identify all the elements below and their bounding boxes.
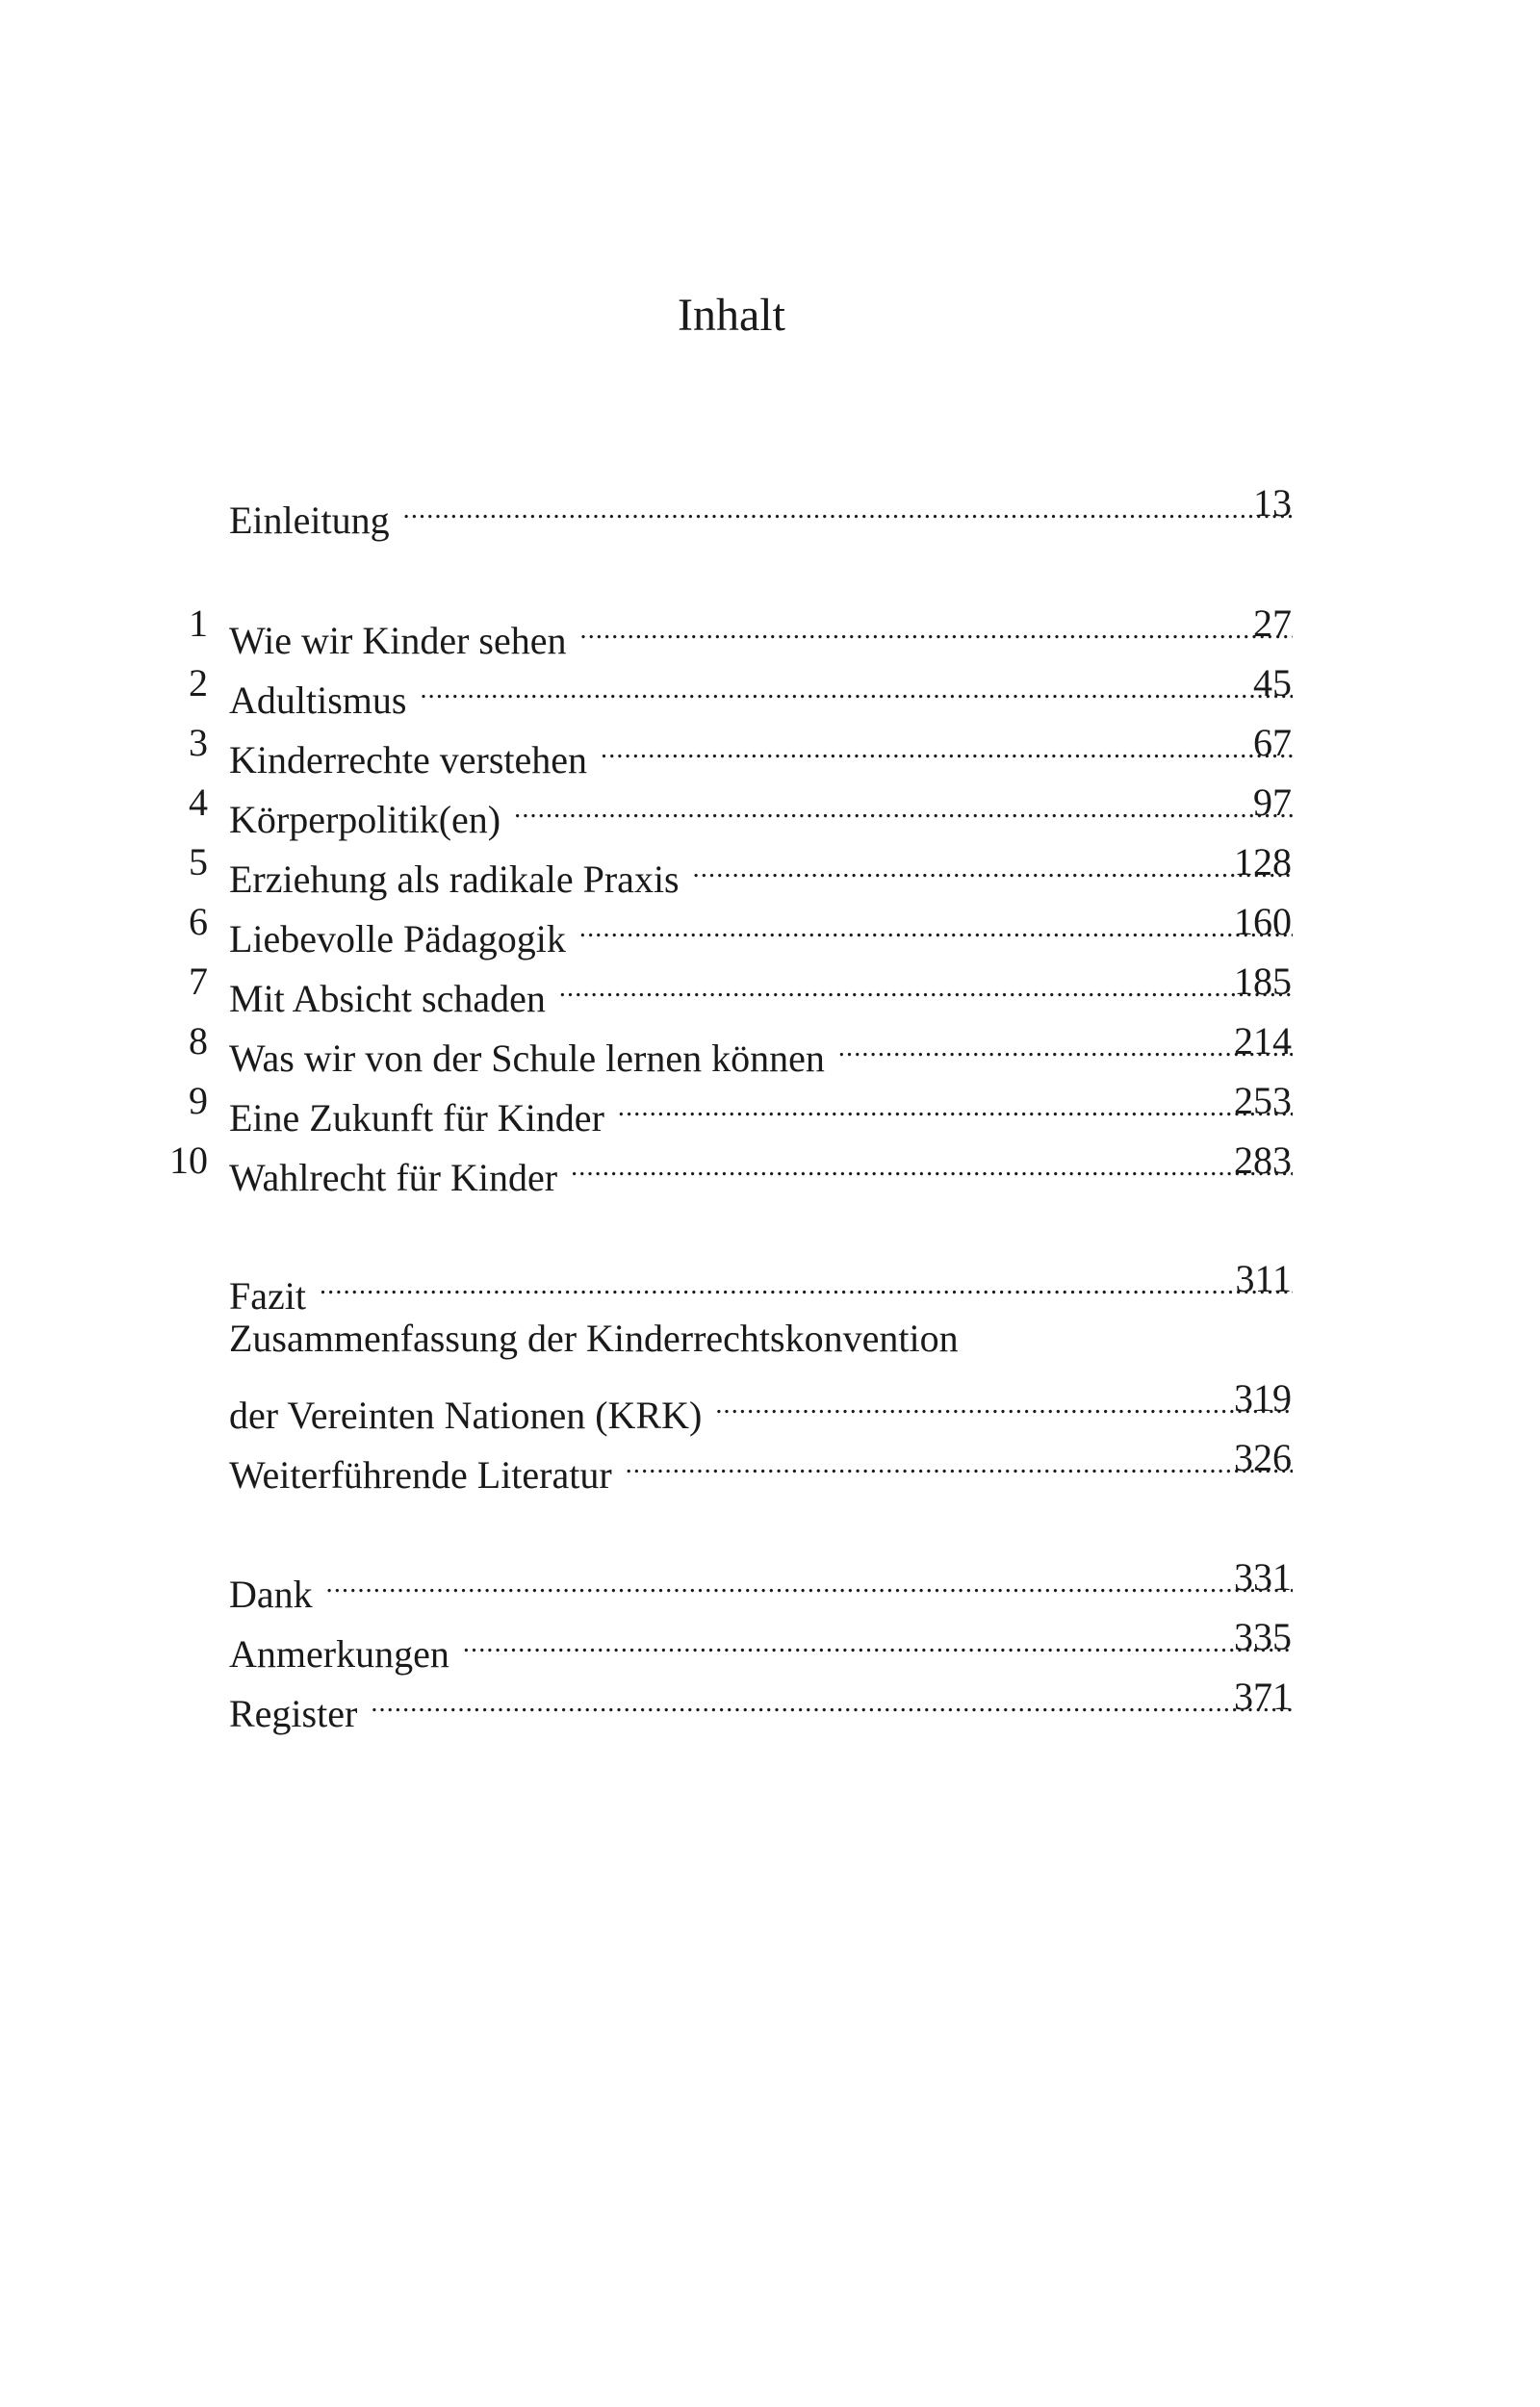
toc-entry-title: Erziehung als radikale Praxis	[229, 858, 680, 901]
chapter-number: 4	[189, 781, 208, 824]
chapter-number: 5	[189, 840, 208, 883]
toc-entry-title: Einleitung	[229, 499, 390, 542]
toc-entry-title: Liebevolle Pädagogik	[229, 917, 566, 960]
chapter-number: 3	[189, 721, 208, 764]
dot-leader	[320, 1249, 1293, 1309]
toc-entry	[0, 1249, 1540, 1318]
dot-leader	[601, 713, 1293, 773]
chapter-number: 1	[189, 602, 208, 645]
toc-chapter-row	[0, 892, 1540, 960]
toc-page-number: 283	[1234, 1139, 1292, 1182]
toc-page-number: 97	[1253, 781, 1292, 824]
dot-leader	[715, 1369, 1293, 1428]
dot-leader	[403, 474, 1293, 533]
toc-page-number: 67	[1253, 721, 1292, 764]
toc-entry-content	[229, 1131, 1293, 1208]
toc-chapter-row	[0, 653, 1540, 722]
dot-leader	[571, 1131, 1293, 1191]
dot-leader	[579, 892, 1293, 952]
toc-entry-title: Fazit	[229, 1274, 306, 1318]
dot-leader	[559, 952, 1293, 1011]
chapter-number: 6	[189, 900, 208, 943]
toc-page-number: 326	[1234, 1436, 1292, 1479]
toc-entry-title: Was wir von der Schule lernen können	[229, 1037, 825, 1080]
toc-entry-title: Eine Zukunft für Kinder	[229, 1096, 604, 1139]
toc-entry-content	[229, 1309, 972, 1369]
dot-leader	[326, 1548, 1293, 1607]
toc-page-number: 335	[1234, 1615, 1292, 1658]
toc-entry-continued	[0, 1309, 1540, 1369]
toc-entry-title: der Vereinten Nationen (KRK)	[229, 1394, 703, 1437]
dot-leader	[618, 1071, 1293, 1131]
toc-page-number: 331	[1234, 1555, 1292, 1599]
toc-page-number: 13	[1253, 481, 1292, 525]
toc-entry-title: Register	[229, 1692, 358, 1735]
dot-leader	[514, 773, 1293, 832]
toc-entry	[0, 1667, 1540, 1735]
toc-page-number: 27	[1253, 602, 1292, 645]
toc-entry-title: Wahlrecht für Kinder	[229, 1156, 558, 1199]
toc-entry-title: Körperpolitik(en)	[229, 798, 501, 841]
toc-chapter-row	[0, 1131, 1540, 1199]
dot-leader	[626, 1428, 1293, 1488]
toc-entry-content	[229, 1667, 1293, 1744]
toc-entry-title: Kinderrechte verstehen	[229, 738, 588, 781]
toc-page-number: 253	[1234, 1079, 1292, 1122]
dot-leader	[420, 653, 1293, 713]
toc-entry	[0, 1369, 1540, 1437]
chapter-number: 8	[189, 1019, 208, 1063]
toc-entry-content	[229, 474, 1293, 551]
chapter-number: 7	[189, 960, 208, 1003]
toc-entry-content	[229, 1428, 1293, 1505]
toc-chapter-row	[0, 1011, 1540, 1080]
toc-entry	[0, 1428, 1540, 1497]
dot-leader	[693, 832, 1293, 892]
toc-entry	[0, 1548, 1540, 1616]
toc-entry-title: Mit Absicht schaden	[229, 977, 546, 1020]
toc-entry	[0, 1607, 1540, 1676]
toc-entry-title: Zusammenfassung der Kinderrechtskonvention	[229, 1317, 959, 1360]
dot-leader	[371, 1667, 1293, 1727]
page-title: Inhalt	[678, 290, 785, 341]
chapter-number: 10	[169, 1139, 208, 1182]
toc-entry-title: Adultismus	[229, 679, 407, 722]
toc-page-number: 128	[1234, 840, 1292, 883]
dot-leader	[463, 1607, 1293, 1667]
toc-entry-title: Wie wir Kinder sehen	[229, 619, 567, 662]
toc-page-number: 214	[1234, 1019, 1292, 1063]
toc-page-number: 311	[1235, 1257, 1292, 1300]
toc-page-number: 371	[1234, 1675, 1292, 1718]
toc-page-number: 45	[1253, 661, 1292, 704]
dot-leader	[580, 594, 1294, 653]
toc-page-number: 319	[1234, 1376, 1292, 1420]
toc-entry	[0, 474, 1540, 542]
toc-chapter-row	[0, 773, 1540, 841]
toc-entry-title: Anmerkungen	[229, 1632, 449, 1676]
toc-chapter-row	[0, 1071, 1540, 1139]
toc-entry-title: Weiterführende Literatur	[229, 1453, 612, 1497]
toc-page-number: 185	[1234, 960, 1292, 1003]
chapter-number: 2	[189, 661, 208, 704]
toc-chapter-row	[0, 713, 1540, 781]
toc-entry-title: Dank	[229, 1573, 313, 1616]
toc-chapter-row	[0, 832, 1540, 901]
toc-chapter-row	[0, 594, 1540, 662]
toc-chapter-row	[0, 952, 1540, 1020]
dot-leader	[838, 1011, 1293, 1071]
chapter-number: 9	[189, 1079, 208, 1122]
toc-page-number: 160	[1234, 900, 1292, 943]
